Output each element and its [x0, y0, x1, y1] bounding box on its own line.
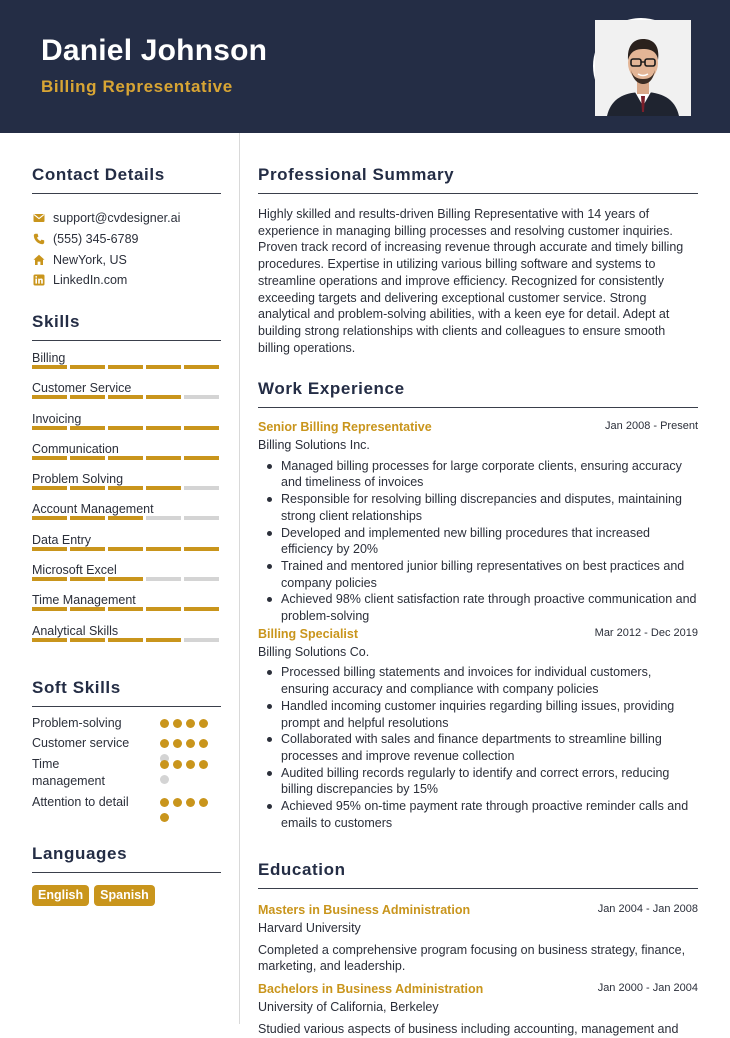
skill-level-segment	[146, 547, 181, 551]
rating-dot	[199, 760, 208, 769]
contact-phone[interactable]	[32, 229, 221, 250]
contact-phone-text: (555) 345-6789	[53, 232, 139, 247]
skill-level-segment	[146, 486, 181, 490]
skill-level-segment	[108, 577, 143, 581]
education-date: Jan 2004 - Jan 2008	[597, 903, 698, 915]
job-bullet: Handled incoming customer inquiries regarding billing issues, providing prompt and helpful resolutions	[258, 698, 698, 731]
skill-level-segment	[70, 516, 105, 520]
skill-level-segment	[108, 638, 143, 642]
skill-label: Microsoft Excel	[32, 563, 117, 578]
soft-skill-label: Time management	[32, 757, 105, 788]
skill-row	[32, 466, 221, 496]
skill-level-segment	[184, 426, 219, 430]
education-section	[258, 858, 698, 1038]
skill-level-segment	[32, 516, 67, 520]
skill-level-segment	[184, 395, 219, 399]
job-title: Senior Billing Representative	[258, 420, 432, 434]
job-bullet: Achieved 98% client satisfaction rate through proactive communication and problem-solving	[258, 591, 698, 624]
soft-skill-row	[32, 715, 221, 735]
job-bullets	[258, 458, 698, 625]
summary-text: Highly skilled and results-driven Billing Representative with 14 years of experience in managing billing processes and resolving customer inquiries. Proven track record of increasing revenue through accurate and timely billing procedures. Expertise in utilizing various billing software and systems to streamline operations and improve efficiency. Recognized for consistently exceeding targets and delivering exceptional customer service. Strong analytical and problem-solving abilities, with a keen eye for detail. Adept at building strong relationships with clients and colleagues to ensure smooth billing operations.	[258, 207, 684, 355]
rating-dot	[160, 739, 169, 748]
skill-level-segment	[108, 486, 143, 490]
skill-level-segment	[70, 456, 105, 460]
job-company: Billing Solutions Co.	[258, 644, 370, 659]
job-title: Billing Specialist	[258, 626, 359, 641]
rating-dot	[199, 739, 208, 748]
skill-level-segment	[32, 395, 67, 399]
skill-row	[32, 345, 221, 375]
rating-dot	[173, 798, 182, 807]
skill-level-bar	[32, 638, 219, 642]
languages-title: Languages	[32, 844, 128, 863]
skill-row	[32, 406, 221, 436]
job-bullets	[258, 664, 698, 831]
contact-linkedin[interactable]	[32, 270, 221, 291]
job-bullet: Managed billing processes for large corporate clients, ensuring accuracy and timeliness of invoices	[258, 458, 698, 491]
rating-dot	[160, 775, 169, 784]
skill-row	[32, 436, 221, 466]
skill-row	[32, 618, 221, 648]
rating-dot	[160, 719, 169, 728]
skill-level-bar	[32, 486, 219, 490]
skill-label: Time Management	[32, 593, 136, 608]
skill-level-segment	[146, 365, 181, 369]
job-bullet: Responsible for resolving billing discrepancies and disputes, maintaining strong client relationships	[258, 491, 698, 524]
skill-level-segment	[32, 577, 67, 581]
skill-level-segment	[32, 607, 67, 611]
soft-skill-row	[32, 794, 221, 832]
skill-level-segment	[184, 516, 219, 520]
soft-skill-rating	[160, 798, 216, 822]
skill-level-segment	[184, 638, 219, 642]
skill-level-bar	[32, 456, 219, 460]
skill-row	[32, 557, 221, 587]
section-rule	[32, 193, 221, 194]
skill-level-bar	[32, 395, 219, 399]
degree-title: Bachelors in Business Administration	[258, 982, 484, 997]
soft-skill-label: Customer service	[32, 736, 130, 750]
soft-skill-row	[32, 756, 221, 794]
skill-level-segment	[70, 547, 105, 551]
portrait-photo	[593, 18, 689, 114]
candidate-role: Billing Representative	[41, 77, 233, 96]
soft-skills-section	[32, 676, 221, 832]
skill-level-segment	[32, 486, 67, 490]
section-rule	[32, 872, 221, 873]
skill-level-segment	[108, 516, 143, 520]
skill-row	[32, 496, 221, 526]
job-company: Billing Solutions Inc.	[258, 438, 370, 452]
rating-dot	[173, 739, 182, 748]
skill-level-segment	[32, 365, 67, 369]
skill-label: Account Management	[32, 502, 154, 517]
education-desc: Completed a comprehensive program focusing on business strategy, finance, marketing, and leadership.	[258, 942, 686, 974]
skill-level-segment	[108, 426, 143, 430]
languages-section	[32, 842, 221, 906]
school-name: University of California, Berkeley	[258, 1000, 439, 1015]
skill-level-segment	[108, 607, 143, 611]
soft-skill-label: Problem-solving	[32, 716, 122, 730]
experience-section	[258, 377, 698, 831]
skill-level-segment	[184, 547, 219, 551]
education-date: Jan 2000 - Jan 2004	[597, 982, 698, 995]
skill-level-segment	[184, 456, 219, 460]
rating-dot	[160, 798, 169, 807]
section-rule	[32, 706, 221, 707]
column-divider	[239, 133, 240, 1024]
skill-level-segment	[70, 365, 105, 369]
job-bullet: Developed and implemented new billing procedures that increased efficiency by 20%	[258, 525, 698, 558]
job-date: Jan 2008 - Present	[605, 420, 698, 432]
skill-level-segment	[146, 638, 181, 642]
skill-level-bar	[32, 516, 219, 520]
skill-level-bar	[32, 577, 219, 581]
school-name: Harvard University	[258, 921, 361, 935]
skills-list	[32, 345, 221, 648]
soft-skill-label: Attention to detail	[32, 795, 129, 809]
skill-level-segment	[108, 456, 143, 460]
rating-dot	[173, 719, 182, 728]
soft-skill-rating	[160, 760, 216, 784]
rating-dot	[199, 798, 208, 807]
skill-level-bar	[32, 547, 219, 551]
candidate-name: Daniel Johnson	[41, 34, 268, 67]
education-title: Education	[258, 860, 346, 879]
rating-dot	[173, 760, 182, 769]
education-desc: Studied various aspects of business including accounting, management and	[258, 1021, 679, 1036]
rating-dot	[186, 760, 195, 769]
degree-title: Masters in Business Administration	[258, 903, 471, 917]
skill-level-segment	[108, 365, 143, 369]
contact-linkedin-text: LinkedIn.com	[53, 273, 128, 288]
rating-dot	[186, 798, 195, 807]
skill-level-segment	[32, 638, 67, 642]
linkedin-icon	[32, 274, 45, 287]
skill-row	[32, 527, 221, 557]
skill-level-segment	[146, 607, 181, 611]
email-icon	[32, 212, 45, 225]
skill-level-bar	[32, 365, 219, 369]
experience-title: Work Experience	[258, 379, 405, 398]
education-entry	[258, 903, 698, 975]
soft-skill-row	[32, 735, 221, 756]
contact-email[interactable]	[32, 208, 221, 229]
portrait-image	[595, 20, 691, 116]
skill-level-segment	[32, 426, 67, 430]
skill-level-segment	[146, 456, 181, 460]
skill-level-segment	[184, 365, 219, 369]
skill-level-segment	[146, 395, 181, 399]
skill-level-segment	[108, 395, 143, 399]
job-bullet: Audited billing records regularly to identify and correct errors, reducing billing discrepancies by 15%	[258, 765, 698, 798]
soft-skills-title: Soft Skills	[32, 678, 121, 697]
resume-header	[0, 0, 730, 133]
skill-level-segment	[70, 395, 105, 399]
skill-level-segment	[184, 577, 219, 581]
skill-level-segment	[108, 547, 143, 551]
skill-level-segment	[70, 607, 105, 611]
skill-label: Data Entry	[32, 532, 92, 547]
soft-skill-rating	[160, 719, 216, 728]
skills-section	[32, 310, 221, 648]
skill-level-segment	[146, 516, 181, 520]
section-rule	[258, 407, 698, 408]
skill-level-segment	[70, 638, 105, 642]
rating-dot	[186, 719, 195, 728]
summary-section	[258, 163, 698, 356]
skill-level-segment	[146, 577, 181, 581]
skill-level-bar	[32, 607, 219, 611]
skill-label: Communication	[32, 441, 119, 456]
skill-row	[32, 375, 221, 405]
summary-title: Professional Summary	[258, 165, 455, 184]
rating-dot	[160, 760, 169, 769]
skill-level-segment	[70, 426, 105, 430]
contact-title: Contact Details	[32, 165, 165, 184]
language-badge: English	[32, 885, 89, 906]
skill-label: Customer Service	[32, 381, 132, 396]
skill-level-bar	[32, 426, 219, 430]
skill-level-segment	[70, 577, 105, 581]
skill-level-segment	[70, 486, 105, 490]
job-bullet: Processed billing statements and invoices for individual customers, ensuring accuracy and compliance with company policies	[258, 664, 698, 697]
skill-level-segment	[32, 547, 67, 551]
language-badge: Spanish	[94, 885, 155, 906]
education-entry	[258, 982, 698, 1037]
skill-label: Invoicing	[32, 411, 82, 426]
skills-title: Skills	[32, 312, 81, 331]
skill-label: Billing	[32, 351, 66, 365]
skill-level-segment	[184, 486, 219, 490]
skill-label: Analytical Skills	[32, 623, 119, 638]
skill-row	[32, 587, 221, 617]
rating-dot	[160, 813, 169, 822]
job-entry	[258, 627, 698, 832]
section-rule	[258, 888, 698, 889]
job-bullet: Achieved 95% on-time payment rate through proactive reminder calls and emails to customers	[258, 798, 698, 831]
skill-level-segment	[146, 426, 181, 430]
job-bullet: Collaborated with sales and finance departments to streamline billing processes and improve revenue collection	[258, 731, 698, 764]
contact-location	[32, 249, 221, 270]
job-date: Mar 2012 - Dec 2019	[594, 626, 698, 639]
job-entry	[258, 420, 698, 625]
home-icon	[32, 253, 45, 266]
phone-icon	[32, 233, 45, 246]
contact-section	[32, 163, 221, 291]
rating-dot	[186, 739, 195, 748]
contact-email-text: support@cvdesigner.ai	[53, 211, 181, 226]
skill-level-segment	[184, 607, 219, 611]
contact-location-text: NewYork, US	[53, 252, 127, 267]
section-rule	[32, 340, 221, 341]
job-bullet: Trained and mentored junior billing representatives on best practices and company policies	[258, 558, 698, 591]
rating-dot	[199, 719, 208, 728]
skill-level-segment	[32, 456, 67, 460]
section-rule	[258, 193, 698, 194]
skill-label: Problem Solving	[32, 472, 124, 487]
